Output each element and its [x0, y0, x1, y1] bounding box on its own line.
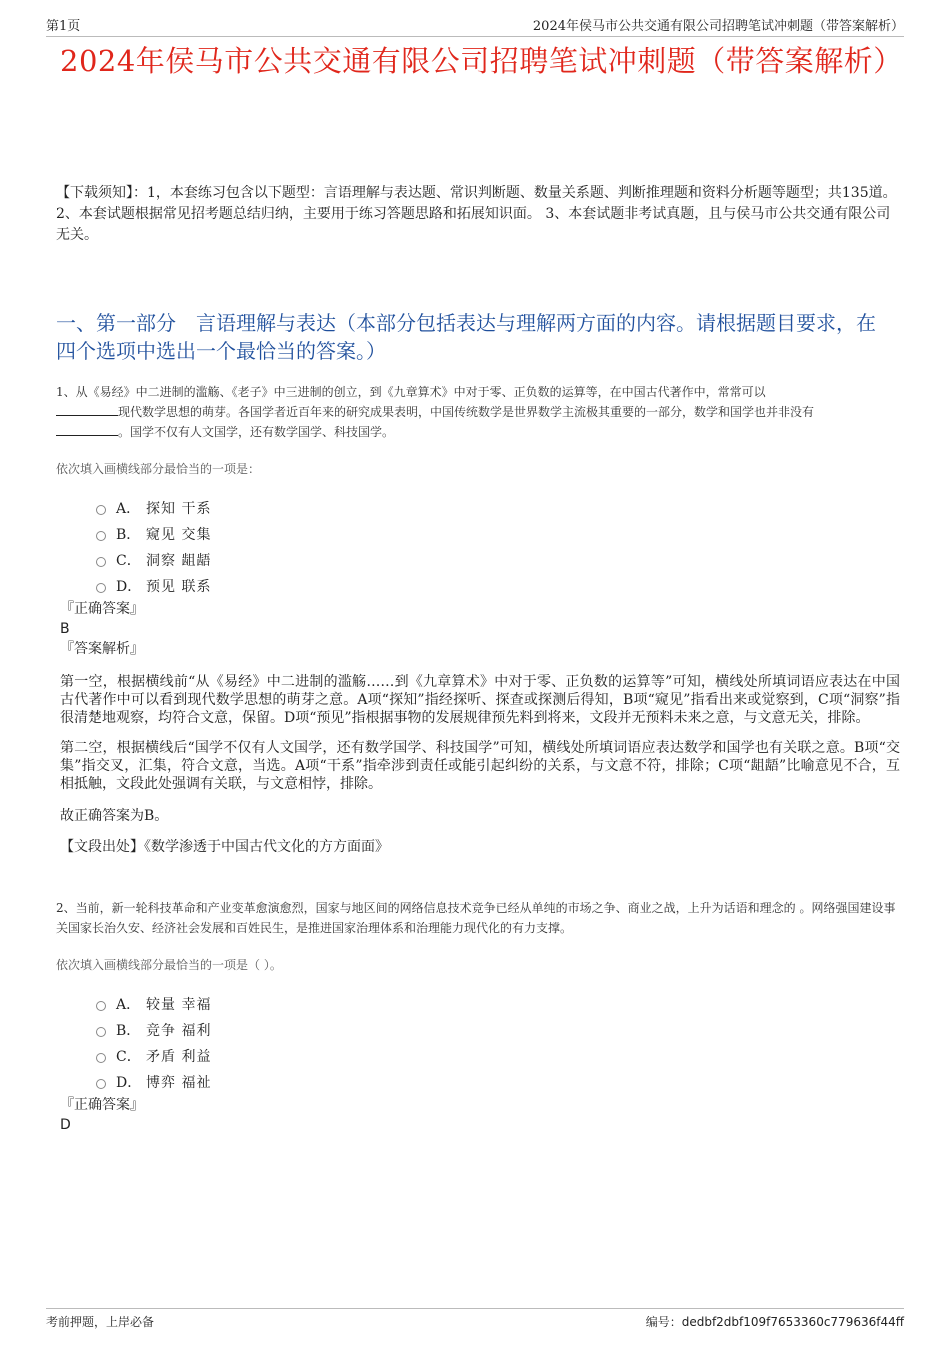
download-notice: 【下载须知】：1，本套练习包含以下题型：言语理解与表达题、常识判断题、数量关系题、判断推理题和资料分析题等题型；共135道。 2、本套试题根据常见招考题总结归纳，主要用于练习答题思路和拓展知识面。 3、本套试题非考试真题，且与侯马市公共交通有限公司无关。 — [56, 185, 897, 243]
correct-answer: D — [60, 1117, 71, 1133]
question-1-stem: 1、从《易经》中二进制的滥觞、《老子》中三进制的创立，到《九章算术》中对于零、正负数的运算等，在中国古代著作中，常常可以 现代数学思想的萌芽。各国学者近百年来的研究成果表明，中国传统数学是世界数学主流极其重要的一部分，数学和国学也并非没有 。国学不仅有人文国学，还有数学国学、科技国学。 — [56, 385, 815, 439]
fill-blank-1 — [56, 402, 118, 416]
option-c[interactable]: C． 洞察 龃龉 — [96, 547, 900, 573]
radio-icon[interactable] — [96, 1001, 106, 1011]
document-code: 编号：dedbf2dbf109f7653360c779636f44ff — [645, 1315, 904, 1329]
radio-icon[interactable] — [96, 1079, 106, 1089]
option-c[interactable]: C． 矛盾 利益 — [96, 1043, 900, 1069]
page-header — [46, 14, 904, 37]
option-d[interactable]: D． 预见 联系 — [96, 573, 900, 599]
footer-slogan: 考前押题，上岸必备 — [46, 1315, 155, 1329]
question-1-instruction: 依次填入画横线部分最恰当的一项是： — [56, 462, 261, 476]
fill-blank-2 — [56, 422, 118, 436]
question-2-instruction: 依次填入画横线部分最恰当的一项是（ ）。 — [56, 958, 282, 972]
question-2 — [56, 898, 900, 1135]
option-b[interactable]: B． 竞争 福利 — [96, 1017, 900, 1043]
answer-label: 『正确答案』 — [60, 1097, 144, 1113]
document-title: 2024年侯马市公共交通有限公司招聘笔试冲刺题（带答案解析） — [60, 44, 903, 78]
radio-icon[interactable] — [96, 557, 106, 567]
option-d[interactable]: D． 博弈 福祉 — [96, 1069, 900, 1095]
radio-icon[interactable] — [96, 1027, 106, 1037]
option-a[interactable]: A． 较量 幸福 — [96, 991, 900, 1017]
page-footer — [46, 1308, 904, 1330]
radio-icon[interactable] — [96, 1053, 106, 1063]
section-heading: 一、第一部分 言语理解与表达（本部分包括表达与理解两方面的内容。请根据题目要求，在四个选项中选出一个最恰当的答案。） — [56, 311, 876, 363]
analysis-label: 『答案解析』 — [60, 641, 144, 657]
question-1-options — [56, 495, 900, 599]
analysis-paragraph: 第一空，根据横线前“从《易经》中二进制的滥觞……到《九章算术》中对于零、正负数的运算等”可知，横线处所填词语应表达在中国古代著作中可以看到现代数学思想的萌芽之意。A项“探知”指经探听、探查或探测后得知，B项“窥见”指看出来或觉察到，C项“洞察”指很清楚地观察，均符合文意，保留。D项“预见”指根据事物的发展规律预先料到将来，文段并无预料未来之意，与文意无关，排除。 — [60, 674, 900, 726]
question-2-stem: 2、当前，新一轮科技革命和产业变革愈演愈烈，国家与地区间的网络信息技术竞争已经从单纯的市场之争、商业之战，上升为话语和理念的 。网络强国建设事关国家长治久安、经济社会发展和百姓民生，是推进国家治理体系和治理能力现代化的有力支撑。 — [56, 901, 896, 935]
question-2-options — [56, 991, 900, 1095]
answer-label: 『正确答案』 — [60, 601, 144, 617]
radio-icon[interactable] — [96, 531, 106, 541]
passage-source: 【文段出处】《数学渗透于中国古代文化的方方面面》 — [60, 839, 389, 855]
page-number: 第1页 — [46, 19, 81, 34]
header-doc-title: 2024年侯马市公共交通有限公司招聘笔试冲刺题（带答案解析） — [532, 19, 904, 34]
analysis-conclusion: 故正确答案为B。 — [60, 808, 169, 824]
analysis-paragraph: 第二空，根据横线后“国学不仅有人文国学，还有数学国学、科技国学”可知，横线处所填词语应表达数学和国学也有关联之意。B项“交集”指交叉，汇集，符合文意，当选。A项“干系”指牵涉到责任或能引起纠纷的关系，与文意不符，排除；C项“龃龉”比喻意见不合，互相抵触，文段此处强调有关联，与文意相悖，排除。 — [60, 740, 900, 792]
option-b[interactable]: B． 窥见 交集 — [96, 521, 900, 547]
radio-icon[interactable] — [96, 583, 106, 593]
option-a[interactable]: A． 探知 干系 — [96, 495, 900, 521]
radio-icon[interactable] — [96, 505, 106, 515]
question-1 — [56, 382, 900, 857]
correct-answer: B — [60, 621, 70, 637]
